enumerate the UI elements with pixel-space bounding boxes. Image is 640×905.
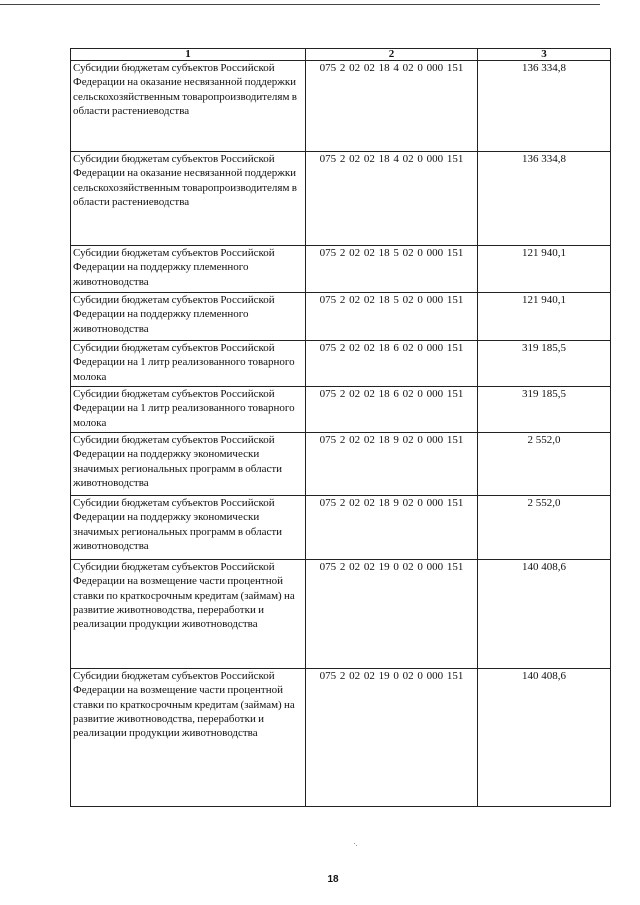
budget-code-cell: 075 2 02 02 18 6 02 0 000 151 <box>306 387 478 433</box>
scan-speck <box>356 845 357 846</box>
table-row <box>71 246 611 293</box>
amount-cell: 121 940,1 <box>478 246 611 293</box>
subsidy-name-cell: Субсидии бюджетам субъектов Российской Федерации на возмещение части процентной ставки по краткосрочным кредитам (займам) на развитие животноводства, переработки и реализации продукции животноводства <box>71 669 306 807</box>
budget-table <box>70 48 611 807</box>
subsidy-name-cell: Субсидии бюджетам субъектов Российской Федерации на оказание несвязанной поддержки сельскохозяйственным товаропроизводителям в области растениеводства <box>71 61 306 152</box>
budget-code-cell: 075 2 02 02 18 9 02 0 000 151 <box>306 433 478 496</box>
subsidy-name-cell: Субсидии бюджетам субъектов Российской Федерации на 1 литр реализованного товарного молока <box>71 387 306 433</box>
table-row <box>71 496 611 560</box>
amount-cell: 319 185,5 <box>478 387 611 433</box>
table-row <box>71 293 611 341</box>
budget-code-cell: 075 2 02 02 18 5 02 0 000 151 <box>306 246 478 293</box>
scan-speck <box>354 843 355 844</box>
budget-code-cell: 075 2 02 02 18 4 02 0 000 151 <box>306 152 478 246</box>
subsidy-name-cell: Субсидии бюджетам субъектов Российской Федерации на возмещение части процентной ставки по краткосрочным кредитам (займам) на развитие животноводства, переработки и реализации продукции животноводства <box>71 560 306 669</box>
subsidy-name-cell: Субсидии бюджетам субъектов Российской Федерации на поддержку племенного животноводства <box>71 246 306 293</box>
amount-cell: 319 185,5 <box>478 341 611 387</box>
subsidy-name-cell: Субсидии бюджетам субъектов Российской Федерации на поддержку племенного животноводства <box>71 293 306 341</box>
table-row <box>71 341 611 387</box>
table-row <box>71 433 611 496</box>
amount-cell: 140 408,6 <box>478 669 611 807</box>
table-row <box>71 61 611 152</box>
amount-cell: 121 940,1 <box>478 293 611 341</box>
table-row <box>71 669 611 807</box>
table-row <box>71 560 611 669</box>
header-row <box>71 49 611 61</box>
column-header-3: 3 <box>478 49 611 61</box>
budget-code-cell: 075 2 02 02 19 0 02 0 000 151 <box>306 669 478 807</box>
subsidy-name-cell: Субсидии бюджетам субъектов Российской Федерации на оказание несвязанной поддержки сельскохозяйственным товаропроизводителям в области растениеводства <box>71 152 306 246</box>
amount-cell: 136 334,8 <box>478 61 611 152</box>
budget-code-cell: 075 2 02 02 18 9 02 0 000 151 <box>306 496 478 560</box>
budget-code-cell: 075 2 02 02 19 0 02 0 000 151 <box>306 560 478 669</box>
subsidy-name-cell: Субсидии бюджетам субъектов Российской Федерации на поддержку экономически значимых региональных программ в области животноводства <box>71 433 306 496</box>
top-rule <box>0 4 600 5</box>
page-number: 18 <box>327 874 339 885</box>
amount-cell: 2 552,0 <box>478 433 611 496</box>
column-header-2: 2 <box>306 49 478 61</box>
subsidy-name-cell: Субсидии бюджетам субъектов Российской Федерации на поддержку экономически значимых региональных программ в области животноводства <box>71 496 306 560</box>
amount-cell: 136 334,8 <box>478 152 611 246</box>
budget-code-cell: 075 2 02 02 18 5 02 0 000 151 <box>306 293 478 341</box>
table-row <box>71 387 611 433</box>
amount-cell: 2 552,0 <box>478 496 611 560</box>
table-row <box>71 152 611 246</box>
budget-code-cell: 075 2 02 02 18 4 02 0 000 151 <box>306 61 478 152</box>
column-header-1: 1 <box>71 49 306 61</box>
budget-code-cell: 075 2 02 02 18 6 02 0 000 151 <box>306 341 478 387</box>
subsidy-name-cell: Субсидии бюджетам субъектов Российской Федерации на 1 литр реализованного товарного молока <box>71 341 306 387</box>
amount-cell: 140 408,6 <box>478 560 611 669</box>
